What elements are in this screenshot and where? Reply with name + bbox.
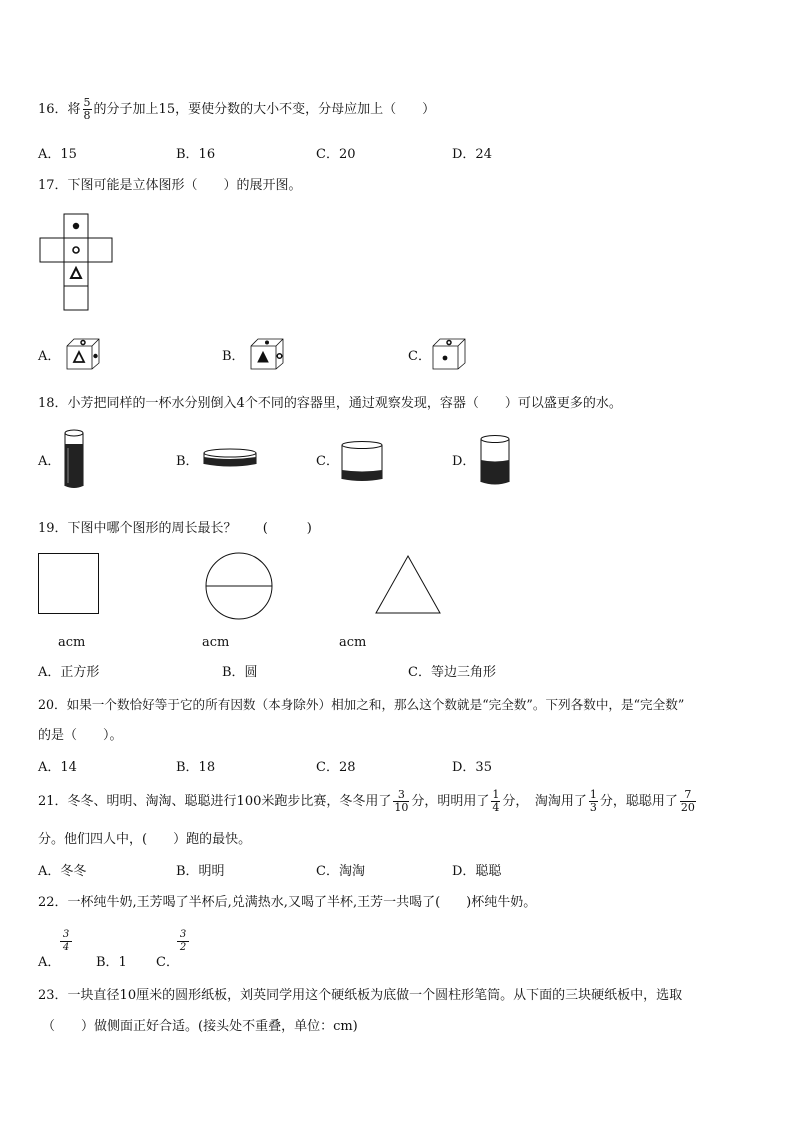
q21-text-3: 分， 淘淘用了	[502, 794, 587, 809]
question-19	[38, 521, 312, 537]
fraction-3-10: $\frac{3}{10}$	[394, 788, 409, 814]
q22-option-c: C．	[156, 955, 179, 970]
cube-option-c-icon	[432, 338, 468, 370]
question-21-line2: 分。他们四人中，( ）跑的最快。	[38, 832, 252, 847]
q18-option-c: C．	[316, 454, 339, 469]
container-b-icon	[202, 448, 258, 472]
square-shape	[38, 553, 100, 615]
question-20-line2: 的是（ ）。	[38, 728, 123, 743]
q21-text-1: 21．冬冬、明明、淘淘、聪聪进行100米跑步比赛，冬冬用了	[38, 794, 392, 809]
q21-option-a: A．冬冬	[38, 864, 87, 879]
square-label: acm	[58, 635, 86, 650]
q22-option-a-fraction: 3 4	[60, 929, 72, 954]
q21-text-2: 分，明明用了	[411, 794, 490, 809]
q21-option-b: B．明明	[176, 864, 225, 879]
container-c-icon	[340, 440, 384, 484]
question-17: 17．下图可能是立体图形（ ）的展开图。	[38, 178, 302, 193]
container-d-icon	[478, 434, 512, 488]
q21-option-c: C．淘淘	[316, 864, 365, 879]
question-16	[38, 97, 435, 122]
question-16-prefix: 16．将	[38, 102, 81, 117]
fraction-5-8: $\frac{5}{8}$	[83, 96, 91, 122]
q20-option-c: C．28	[316, 760, 356, 775]
triangle-label: acm	[339, 635, 367, 650]
q16-option-c: C．20	[316, 147, 356, 162]
container-a-icon	[63, 428, 85, 492]
fraction-1-4: $\frac{1}{4}$	[492, 788, 500, 814]
circle-shape	[205, 552, 273, 620]
q18-option-b: B．	[176, 454, 199, 469]
q21-option-d: D．聪聪	[452, 864, 502, 879]
q17-option-c: C．	[408, 349, 431, 364]
circle-label: acm	[202, 635, 230, 650]
cube-net-figure	[40, 214, 115, 311]
q19-option-c: C．等边三角形	[408, 665, 496, 680]
q22-option-a: A．	[38, 955, 61, 970]
question-20-line1: 20．如果一个数恰好等于它的所有因数（本身除外）相加之和，那么这个数就是“完全数”。下列各数中，是“完全数”	[38, 697, 685, 712]
question-19-text: 19．下图中哪个图形的周长最长？	[38, 521, 237, 536]
q22-option-b: B．1	[96, 955, 127, 970]
q17-option-a: A．	[38, 349, 61, 364]
triangle-shape	[374, 555, 442, 615]
q19-option-a: A．正方形	[38, 665, 100, 680]
question-16-suffix: 的分子加上15，要使分数的大小不变，分母应加上（ ）	[93, 102, 436, 117]
question-18: 18．小芳把同样的一杯水分别倒入4个不同的容器里，通过观察发现，容器（ ）可以盛更多的水。	[38, 396, 622, 411]
q16-option-a: A．15	[38, 147, 77, 162]
question-19-paren: ( )	[262, 521, 312, 536]
fraction-1-3: $\frac{1}{3}$	[589, 788, 597, 814]
q20-option-a: A．14	[38, 760, 77, 775]
fraction-7-20: $\frac{7}{20}$	[680, 788, 695, 814]
q18-option-d: D．	[452, 454, 476, 469]
q21-text-4: 分，聪聪用了	[599, 794, 678, 809]
q16-option-d: D．24	[452, 147, 492, 162]
q19-option-b: B．圆	[222, 665, 258, 680]
q20-option-d: D．35	[452, 760, 492, 775]
cube-option-a-icon	[66, 338, 102, 370]
q20-option-b: B．18	[176, 760, 216, 775]
q22-option-c-fraction: 3 2	[177, 929, 189, 954]
q16-option-b: B．16	[176, 147, 216, 162]
cube-option-b-icon	[250, 338, 286, 370]
q18-option-a: A．	[38, 454, 61, 469]
question-22: 22．一杯纯牛奶,王芳喝了半杯后,兑满热水,又喝了半杯,王芳一共喝了( )杯纯牛奶。	[38, 895, 537, 910]
question-23-line2: （ ）做侧面正好合适。(接头处不重叠，单位：cm)	[42, 1019, 358, 1034]
question-23-line1: 23．一块直径10厘米的圆形纸板，刘英同学用这个硬纸板为底做一个圆柱形笔筒。从下面的三块硬纸板中，选取	[38, 988, 683, 1003]
q17-option-b: B．	[222, 349, 245, 364]
question-21-line1	[38, 786, 698, 818]
